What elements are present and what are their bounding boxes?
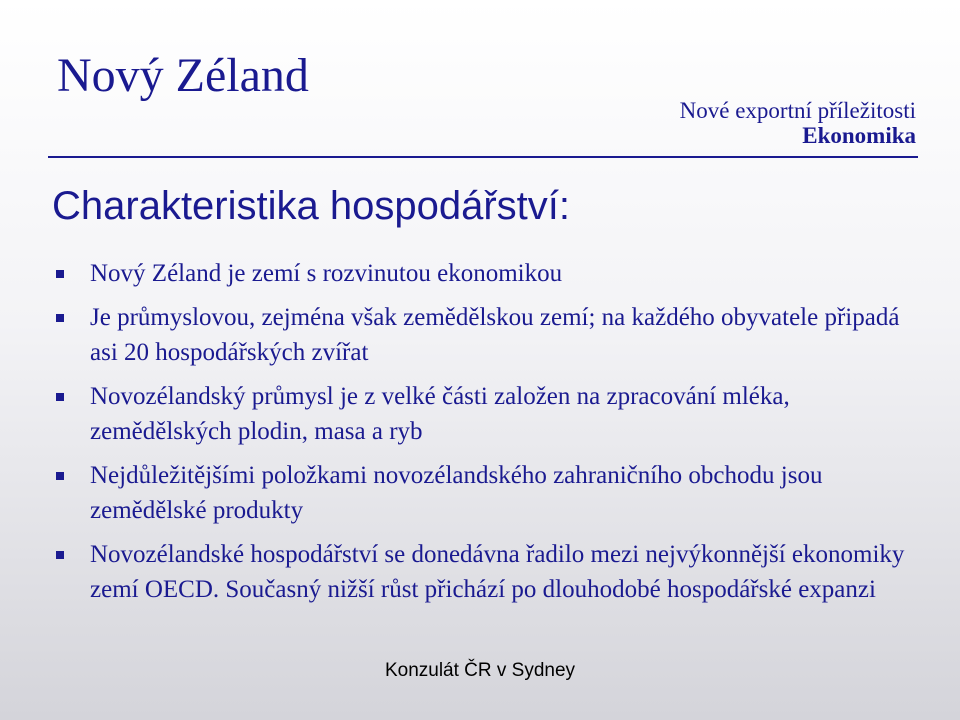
bullet-item bbox=[52, 537, 912, 607]
header-subtitle: Nové exportní příležitosti bbox=[679, 98, 916, 123]
footer-text: Konzulát ČR v Sydney bbox=[384, 660, 576, 681]
square-bullet-icon bbox=[56, 314, 64, 322]
header-divider bbox=[48, 156, 918, 158]
square-bullet-icon bbox=[56, 393, 64, 401]
header-section-label: Ekonomika bbox=[802, 123, 916, 149]
bullet-item bbox=[52, 256, 912, 291]
bullet-text: Novozélandský průmysl je z velké části založen na zpracování mléka, zemědělských plodin, masa a ryb bbox=[90, 383, 790, 445]
bullet-text: Je průmyslovou, zejména však zemědělskou zemí; na každého obyvatele připadá asi 20 hospodářských zvířat bbox=[90, 304, 900, 366]
bullet-item bbox=[52, 300, 912, 370]
bullet-list bbox=[52, 256, 912, 616]
section-heading: Charakteristika hospodářství: bbox=[52, 184, 571, 228]
bullet-text: Nový Zéland je zemí s rozvinutou ekonomikou bbox=[90, 260, 563, 287]
square-bullet-icon bbox=[56, 472, 64, 480]
bullet-item bbox=[52, 458, 912, 528]
slide-title: Nový Zéland bbox=[57, 49, 309, 102]
bullet-text: Novozélandské hospodářství se donedávna řadilo mezi nejvýkonnější ekonomiky zemí OECD. Současný nižší růst přichází po dlouhodobé hospodářské expanzi bbox=[90, 541, 905, 603]
bullet-text: Nejdůležitějšími položkami novozélandského zahraničního obchodu jsou zemědělské produkty bbox=[90, 462, 823, 524]
square-bullet-icon bbox=[56, 551, 64, 559]
square-bullet-icon bbox=[56, 270, 64, 278]
bullet-item bbox=[52, 379, 912, 449]
header-right bbox=[680, 98, 916, 149]
